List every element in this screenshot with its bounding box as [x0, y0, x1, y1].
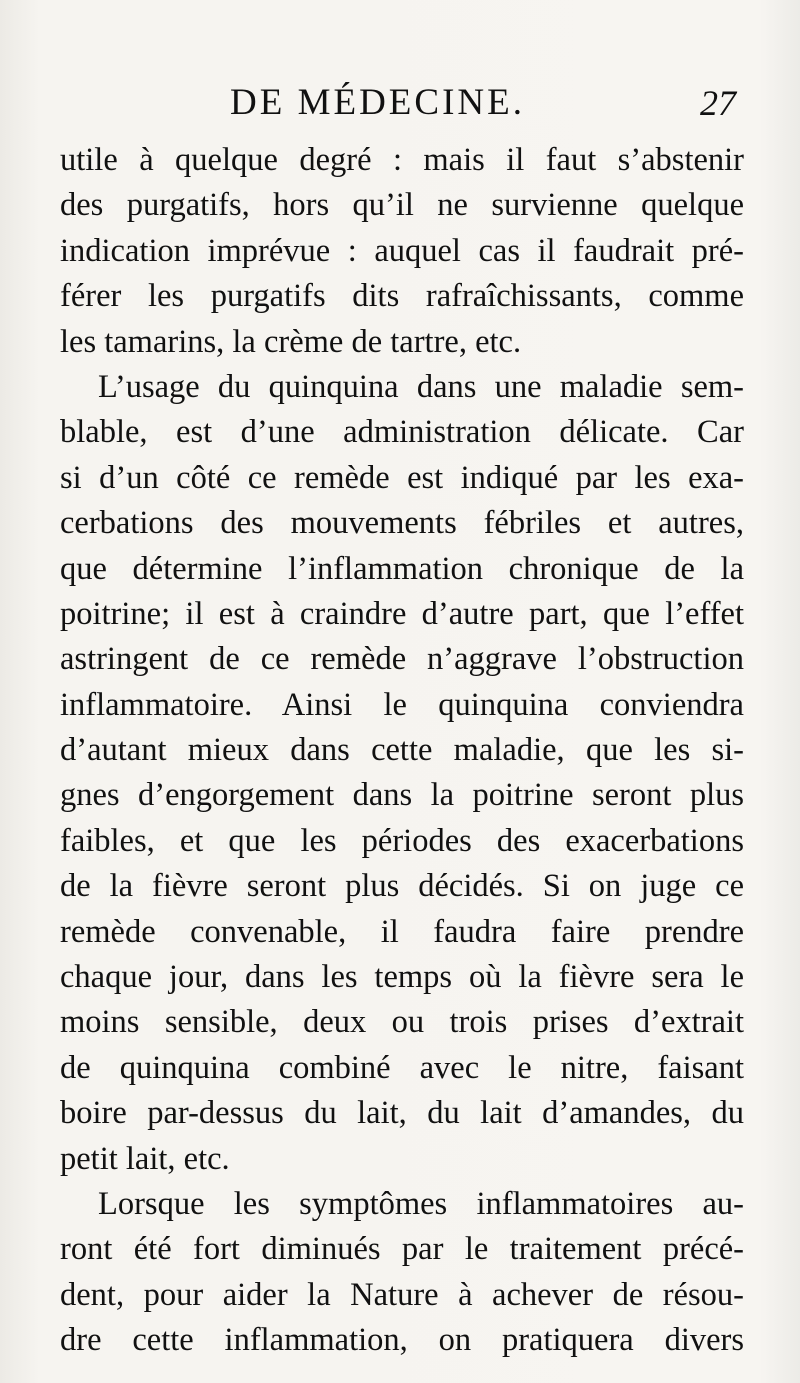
text-line: remède convenable, il faudra faire prendre [60, 913, 744, 950]
text-line: inflammatoire. Ainsi le quinquina conviendra [60, 686, 744, 723]
text-line: boire par-dessus du lait, du lait d’amandes, du [60, 1095, 744, 1132]
text-line: Lorsque les symptômes inflammatoires au- [98, 1185, 744, 1222]
body-text [60, 138, 744, 1364]
text-line: indication imprévue : auquel cas il faudrait pré- [60, 232, 744, 269]
text-line: cerbations des mouvements fébriles et autres, [60, 505, 744, 542]
text-line: blable, est d’une administration délicate. Car [60, 414, 744, 451]
running-title: DE MÉDECINE. [230, 82, 525, 123]
text-line: ront été fort diminués par le traitement précé- [60, 1231, 744, 1268]
text-line: férer les purgatifs dits rafraîchissants, comme [60, 278, 744, 315]
text-line: que détermine l’inflammation chronique de la [60, 550, 744, 587]
paragraph [60, 138, 744, 365]
text-line: d’autant mieux dans cette maladie, que les si- [60, 732, 744, 769]
text-line: moins sensible, deux ou trois prises d’extrait [60, 1004, 744, 1041]
text-line: de la fièvre seront plus décidés. Si on juge ce [60, 868, 744, 905]
text-line: de quinquina combiné avec le nitre, faisant [60, 1049, 744, 1086]
paragraph [60, 365, 744, 1182]
text-line: faibles, et que les périodes des exacerbations [60, 822, 744, 859]
text-line: si d’un côté ce remède est indiqué par les exa- [60, 459, 744, 496]
page-header [60, 78, 740, 128]
text-line: des purgatifs, hors qu’il ne survienne quelque [60, 187, 744, 224]
page-number: 27 [700, 83, 736, 123]
text-line: chaque jour, dans les temps où la fièvre sera le [60, 959, 744, 996]
text-line: petit lait, etc. [60, 1140, 230, 1177]
text-line: dent, pour aider la Nature à achever de résou- [60, 1276, 744, 1313]
paragraph [60, 1182, 744, 1364]
text-line: poitrine; il est à craindre d’autre part, que l’effet [60, 595, 744, 632]
text-line: astringent de ce remède n’aggrave l’obstruction [60, 641, 744, 678]
text-line: dre cette inflammation, on pratiquera divers [60, 1322, 744, 1359]
text-line: les tamarins, la crème de tartre, etc. [60, 323, 522, 360]
text-line: gnes d’engorgement dans la poitrine seront plus [60, 777, 744, 814]
text-line: utile à quelque degré : mais il faut s’abstenir [60, 142, 744, 178]
text-line: L’usage du quinquina dans une maladie sem- [98, 368, 744, 405]
